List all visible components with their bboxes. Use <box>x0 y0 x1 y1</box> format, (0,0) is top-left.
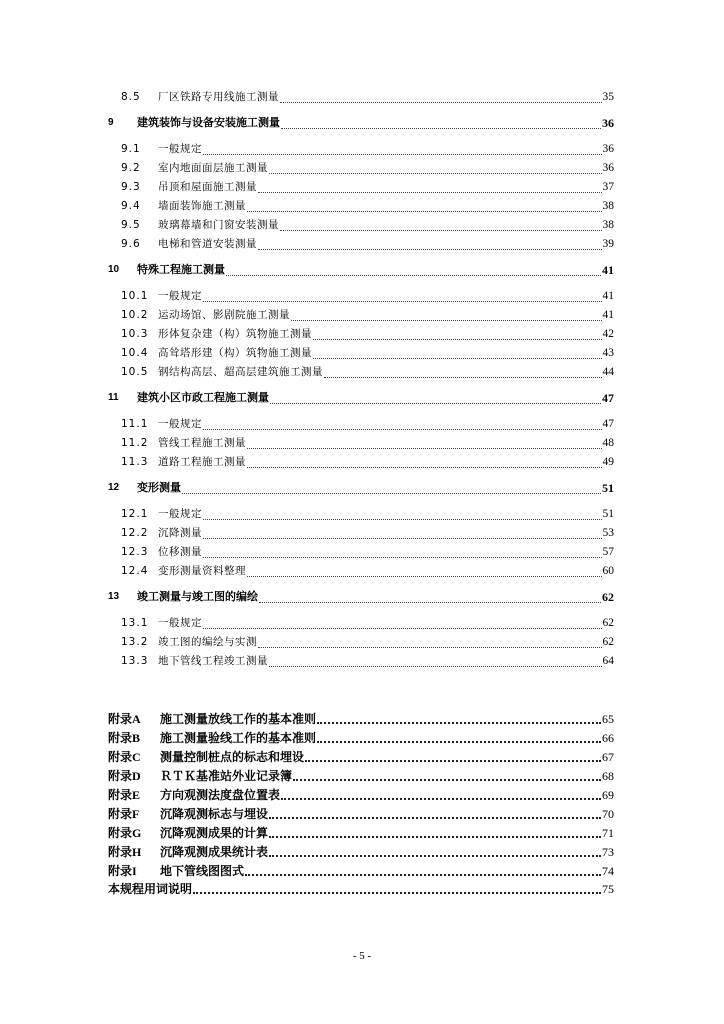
toc-entry-title: 位移测量 <box>158 546 202 558</box>
toc-entry-page: 48 <box>602 437 614 449</box>
toc-section-entry[interactable] <box>108 453 614 471</box>
toc-entry-title: 钢结构高层、超高层建筑施工测量 <box>158 366 323 378</box>
toc-entry-page: 36 <box>602 116 614 130</box>
toc-section-entry[interactable] <box>108 216 614 234</box>
appendix-label: 附录I <box>108 864 137 878</box>
dot-leader <box>247 436 602 449</box>
toc-appendix-entry[interactable] <box>108 710 614 728</box>
dot-leader <box>305 749 601 762</box>
toc-section-entry[interactable] <box>108 159 614 177</box>
dot-leader <box>280 90 602 103</box>
toc-entry-title: 竣工图的编绘与实测 <box>158 636 257 648</box>
toc-chapter-entry[interactable] <box>108 389 614 407</box>
toc-entry-title: 道路工程施工测量 <box>158 456 246 468</box>
toc-entry-page: 64 <box>602 655 614 667</box>
dot-leader <box>317 730 601 743</box>
dot-leader <box>291 308 602 321</box>
toc-entry-title: 本规程用词说明 <box>108 882 193 896</box>
toc-entry-title: 施工测量放线工作的基本准则 <box>160 712 317 726</box>
dot-leader <box>259 590 601 603</box>
toc-entry-title: 一般规定 <box>158 617 202 629</box>
toc-entry-page: 73 <box>602 845 614 859</box>
toc-entry-page: 62 <box>602 617 614 629</box>
toc-entry-number: 13.2 <box>121 636 149 648</box>
toc-entry-page: 66 <box>602 731 614 745</box>
toc-entry-number: 10.2 <box>121 309 149 321</box>
toc-section-entry[interactable] <box>108 235 614 253</box>
appendix-label: 附录G <box>108 826 142 840</box>
appendix-label: 附录B <box>108 731 141 745</box>
toc-entry-number: 10.1 <box>121 290 149 302</box>
toc-entry-title: 沉降观测成果的计算 <box>160 826 269 840</box>
toc-entry-page: 62 <box>602 590 614 604</box>
toc-chapter-entry[interactable] <box>108 114 614 132</box>
toc-entry-title: 沉降观测成果统计表 <box>160 845 269 859</box>
toc-entry-title: 方向观测法度盘位置表 <box>160 788 281 802</box>
toc-entry-title: 地下管线图图式 <box>160 864 245 878</box>
toc-entry-title: 一般规定 <box>158 143 202 155</box>
toc-section-entry[interactable] <box>108 140 614 158</box>
toc-entry-number: 11.1 <box>121 418 149 430</box>
toc-entry-page: 41 <box>602 263 614 277</box>
dot-leader <box>258 635 602 648</box>
dot-leader <box>245 863 601 876</box>
toc-section-entry[interactable] <box>108 415 614 433</box>
toc-entry-page: 57 <box>602 546 614 558</box>
toc-entry-page: 41 <box>602 309 614 321</box>
appendix-label: 附录F <box>108 807 140 821</box>
toc-entry-page: 36 <box>602 162 614 174</box>
toc-entry-title: 厂区铁路专用线施工测量 <box>158 91 279 103</box>
toc-section-entry[interactable] <box>108 344 614 362</box>
dot-leader <box>313 346 602 359</box>
toc-section-entry[interactable] <box>108 524 614 542</box>
dot-leader <box>269 161 602 174</box>
toc-entry-page: 38 <box>602 200 614 212</box>
toc-entry-title: 管线工程施工测量 <box>158 437 246 449</box>
toc-entry-title: 一般规定 <box>158 508 202 520</box>
toc-entry-title: 高耸塔形建（构）筑物施工测量 <box>158 347 312 359</box>
toc-entry-number: 10.4 <box>121 347 149 359</box>
toc-entry-title: 形体复杂建（构）筑物施工测量 <box>158 328 312 340</box>
toc-entry-number: 10.3 <box>121 328 149 340</box>
page-number: - 5 - <box>352 950 372 962</box>
dot-leader <box>269 654 602 667</box>
dot-leader <box>269 806 601 819</box>
dot-leader <box>203 526 602 539</box>
toc-entry-title: 建筑装饰与设备安装施工测量 <box>137 116 280 129</box>
toc-entry-page: 60 <box>602 565 614 577</box>
toc-entry-title: 变形测量 <box>137 481 181 494</box>
dot-leader <box>324 365 602 378</box>
dot-leader <box>270 391 601 404</box>
toc-entry-page: 68 <box>602 769 614 783</box>
toc-section-entry[interactable] <box>108 325 614 343</box>
toc-appendix-entry[interactable] <box>108 805 614 823</box>
toc-entry-title: 墙面装饰施工测量 <box>158 200 246 212</box>
toc-entry-number: 12 <box>108 482 120 493</box>
dot-leader <box>203 142 602 155</box>
toc-entry-title: 沉降测量 <box>158 527 202 539</box>
toc-entry-number: 9.1 <box>121 143 141 155</box>
dot-leader <box>281 787 601 800</box>
toc-entry-title: 施工测量验线工作的基本准则 <box>160 731 317 745</box>
toc-entry-page: 36 <box>602 143 614 155</box>
dot-leader <box>247 455 602 468</box>
dot-leader <box>313 327 602 340</box>
dot-leader <box>182 481 601 494</box>
toc-appendix-entry[interactable] <box>108 824 614 842</box>
toc-appendix-entry[interactable] <box>108 767 614 785</box>
dot-leader <box>203 616 602 629</box>
dot-leader <box>203 545 602 558</box>
toc-section-entry[interactable] <box>108 287 614 305</box>
dot-leader <box>280 218 602 231</box>
dot-leader <box>203 507 602 520</box>
toc-entry-number: 12.4 <box>121 565 149 577</box>
toc-entry-page: 62 <box>602 636 614 648</box>
toc-entry-page: 53 <box>602 527 614 539</box>
toc-appendix-entry[interactable] <box>108 862 614 880</box>
toc-entry-page: 51 <box>602 508 614 520</box>
toc-entry-page: 37 <box>602 181 614 193</box>
toc-entry-title: 竣工测量与竣工图的编绘 <box>137 590 258 603</box>
dot-leader <box>203 289 602 302</box>
toc-entry-title: 一般规定 <box>158 418 202 430</box>
toc-entry-title: 特殊工程施工测量 <box>137 263 225 276</box>
toc-entry-number: 9.4 <box>121 200 141 212</box>
toc-entry-page: 69 <box>602 788 614 802</box>
dot-leader <box>247 199 602 212</box>
toc-entry-title: 地下管线工程竣工测量 <box>158 655 268 667</box>
toc-entry-number: 9.6 <box>121 238 141 250</box>
toc-entry-number: 13.3 <box>121 655 149 667</box>
toc-entry-title: 电梯和管道安装测量 <box>158 238 257 250</box>
dot-leader <box>226 263 601 276</box>
toc-entry-number: 13 <box>108 591 120 602</box>
toc-appendix-entry[interactable] <box>108 786 614 804</box>
toc-entry-page: 71 <box>602 826 614 840</box>
dot-leader <box>258 237 602 250</box>
toc-entry-page: 67 <box>602 750 614 764</box>
toc-entry-number: 11.3 <box>121 456 149 468</box>
toc-section-entry[interactable] <box>108 197 614 215</box>
toc-entry-title: 建筑小区市政工程施工测量 <box>137 391 269 404</box>
dot-leader <box>247 564 602 577</box>
toc-entry-number: 11 <box>108 392 119 403</box>
toc-entry-page: 74 <box>602 864 614 878</box>
toc-entry-title: 变形测量资料整理 <box>158 565 246 577</box>
toc-section-entry[interactable] <box>108 543 614 561</box>
toc-section-entry[interactable] <box>108 178 614 196</box>
toc-section-entry[interactable] <box>108 562 614 580</box>
toc-entry-page: 75 <box>602 882 614 896</box>
dot-leader <box>203 417 602 430</box>
toc-section-entry[interactable] <box>108 363 614 381</box>
toc-entry-number: 9 <box>108 117 114 128</box>
toc-entry-page: 43 <box>602 347 614 359</box>
toc-entry-page: 49 <box>602 456 614 468</box>
toc-entry-page: 47 <box>602 391 614 405</box>
toc-section-entry[interactable] <box>108 88 614 106</box>
toc-chapter-entry[interactable] <box>108 261 614 279</box>
toc-appendix-entry[interactable] <box>108 843 614 861</box>
dot-leader <box>193 881 601 894</box>
toc-entry-page: 35 <box>602 91 614 103</box>
toc-entry-number: 11.2 <box>121 437 149 449</box>
toc-chapter-entry[interactable] <box>108 479 614 497</box>
toc-entry-number: 9.5 <box>121 219 141 231</box>
toc-entry-usage-notes[interactable] <box>108 880 614 898</box>
dot-leader <box>269 825 601 838</box>
toc-entry-title: 运动场馆、影剧院施工测量 <box>158 309 290 321</box>
toc-chapter-entry[interactable] <box>108 588 614 606</box>
appendix-label: 附录H <box>108 845 142 859</box>
toc-section-entry[interactable] <box>108 505 614 523</box>
toc-section-entry[interactable] <box>108 434 614 452</box>
toc-entry-title: 玻璃幕墙和门窗安装测量 <box>158 219 279 231</box>
toc-entry-page: 41 <box>602 290 614 302</box>
toc-entry-title: ＲＴＫ基准站外业记录簿 <box>160 769 293 783</box>
dot-leader <box>281 116 601 129</box>
dot-leader <box>258 180 602 193</box>
dot-leader <box>293 768 601 781</box>
toc-entry-number: 9.3 <box>121 181 141 193</box>
toc-section-entry[interactable] <box>108 633 614 651</box>
toc-entry-page: 42 <box>602 328 614 340</box>
toc-section-entry[interactable] <box>108 652 614 670</box>
dot-leader <box>317 711 601 724</box>
toc-entry-page: 51 <box>602 481 614 495</box>
toc-entry-page: 38 <box>602 219 614 231</box>
toc-entry-page: 65 <box>602 712 614 726</box>
toc-appendix-entry[interactable] <box>108 729 614 747</box>
toc-entry-number: 10 <box>108 264 120 275</box>
toc-entry-title: 沉降观测标志与埋设 <box>160 807 269 821</box>
appendix-label: 附录D <box>108 769 141 783</box>
toc-entry-number: 13.1 <box>121 617 149 629</box>
appendix-label: 附录C <box>108 750 141 764</box>
toc-entry-number: 10.5 <box>121 366 149 378</box>
appendix-label: 附录A <box>108 712 141 726</box>
toc-entry-title: 一般规定 <box>158 290 202 302</box>
toc-section-entry[interactable] <box>108 614 614 632</box>
toc-entry-number: 8.5 <box>121 91 141 103</box>
toc-entry-title: 测量控制桩点的标志和埋设 <box>160 750 305 764</box>
toc-entry-number: 12.1 <box>121 508 149 520</box>
toc-entry-title: 室内地面面层施工测量 <box>158 162 268 174</box>
toc-appendix-entry[interactable] <box>108 748 614 766</box>
appendix-label: 附录E <box>108 788 141 802</box>
toc-section-entry[interactable] <box>108 306 614 324</box>
toc-entry-number: 12.2 <box>121 527 149 539</box>
dot-leader <box>269 844 601 857</box>
toc-entry-title: 吊顶和屋面施工测量 <box>158 181 257 193</box>
toc-entry-page: 70 <box>602 807 614 821</box>
toc-entry-page: 39 <box>602 238 614 250</box>
toc-entry-page: 47 <box>602 418 614 430</box>
toc-entry-number: 12.3 <box>121 546 149 558</box>
toc-entry-number: 9.2 <box>121 162 141 174</box>
toc-entry-page: 44 <box>602 366 614 378</box>
